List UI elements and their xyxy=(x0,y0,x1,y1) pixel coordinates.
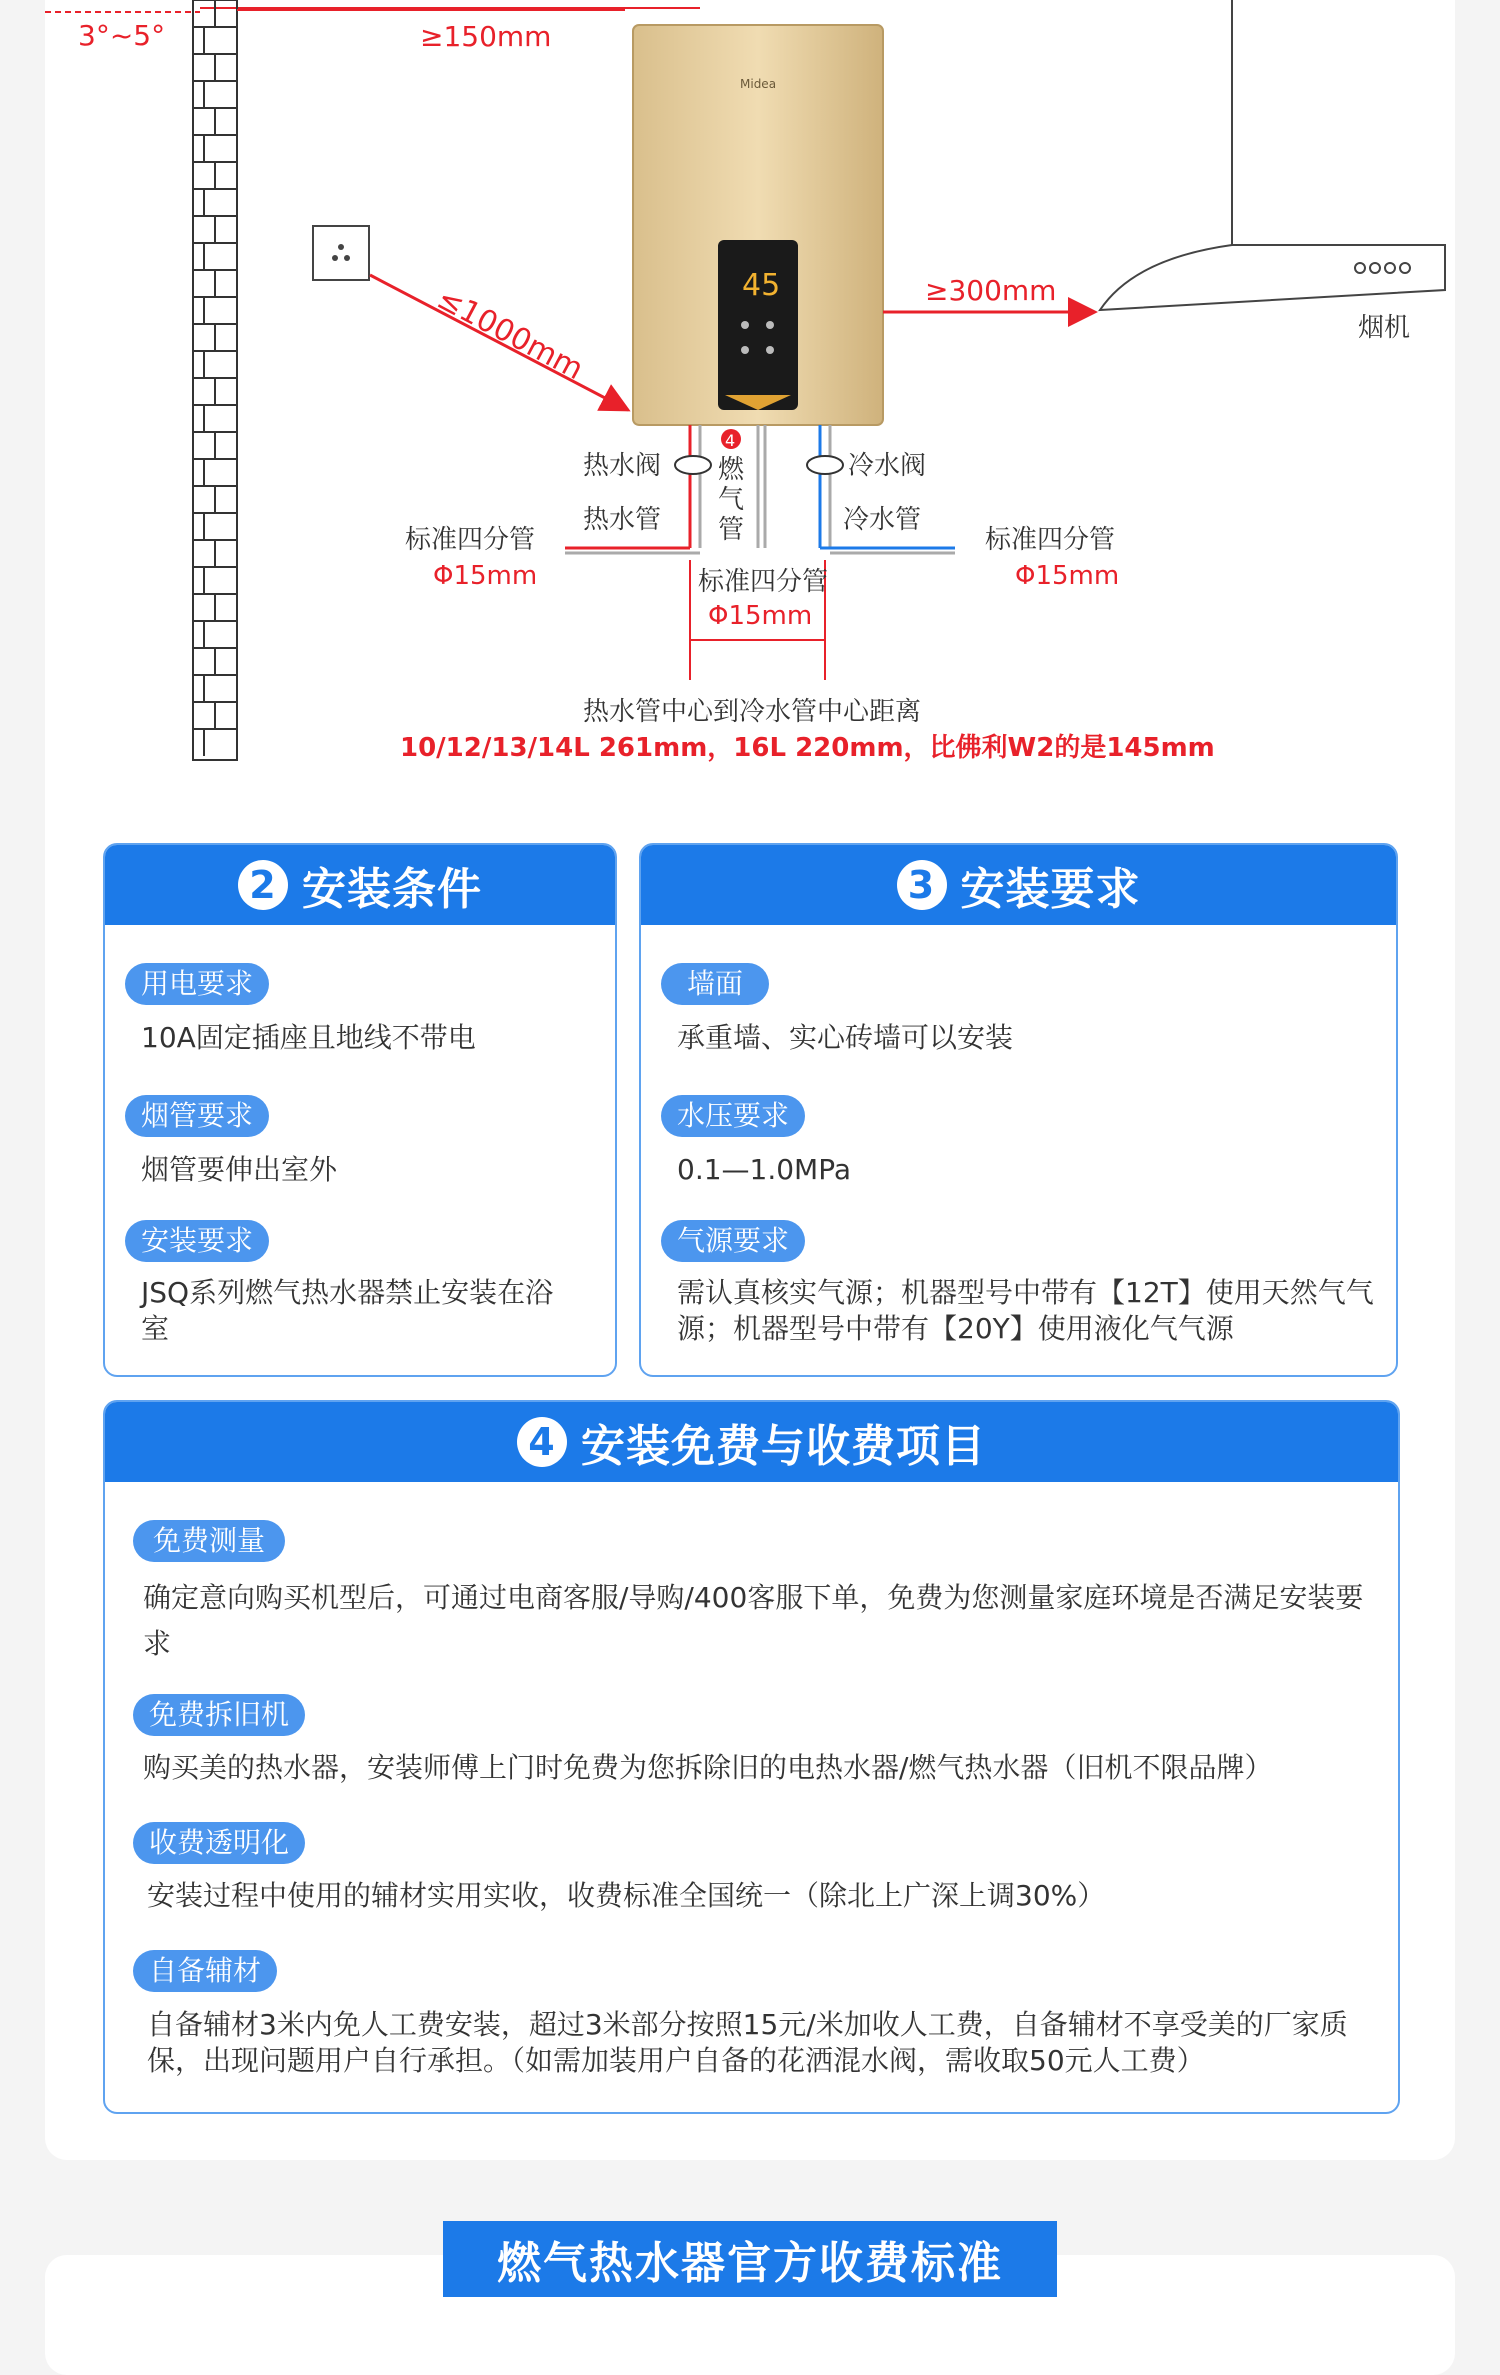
mid-std-label: 标准四分管 xyxy=(698,567,829,597)
panel-title: 安装要求 xyxy=(960,864,1141,915)
tag-gas-source: 气源要求 xyxy=(661,1220,805,1262)
tag-free-removal: 免费拆旧机 xyxy=(133,1694,305,1736)
gas-pipe-char-3: 管 xyxy=(718,515,745,545)
display-temp: 45 xyxy=(742,268,781,303)
gas-pipe-char-1: 燃 xyxy=(718,455,745,485)
range-hood xyxy=(1100,0,1445,310)
angle-label: 3°~5° xyxy=(78,19,166,52)
text-power: 10A固定插座且地线不带电 xyxy=(141,1021,476,1054)
panel-install-conditions xyxy=(103,843,617,1377)
hood-label: 烟机 xyxy=(1358,313,1411,343)
left-std-label: 标准四分管 xyxy=(405,525,536,555)
wall-bricks xyxy=(193,0,237,760)
right-dia-label: Φ15mm xyxy=(1015,561,1120,591)
text-water-pressure: 0.1—1.0MPa xyxy=(677,1153,852,1186)
text-transparent-fees: 安装过程中使用的辅材实用实收，收费标准全国统一（除北上广深上调30%） xyxy=(147,1879,1106,1912)
hot-pipe-label: 热水管 xyxy=(583,505,662,535)
step-number: 4 xyxy=(517,1417,567,1467)
tag-wall: 墙面 xyxy=(661,963,769,1005)
water-heater xyxy=(633,25,883,425)
right-std-label: 标准四分管 xyxy=(985,525,1116,555)
panel-title: 安装免费与收费项目 xyxy=(581,1421,986,1472)
text-flue: 烟管要伸出室外 xyxy=(141,1153,338,1186)
tag-install: 安装要求 xyxy=(125,1220,269,1262)
tag-water-pressure: 水压要求 xyxy=(661,1095,805,1137)
panel-header xyxy=(105,1402,1398,1482)
dist-1000-label: ≤1000mm xyxy=(431,281,589,388)
step-number: 3 xyxy=(897,860,947,910)
text-wall: 承重墙、实心砖墙可以安装 xyxy=(677,1021,1014,1054)
panel-header xyxy=(641,845,1396,925)
dist-150-label: ≥150mm xyxy=(420,20,552,53)
center-distance-caption: 热水管中心到冷水管中心距离 xyxy=(583,697,922,727)
cold-pipe-label: 冷水管 xyxy=(843,505,922,535)
left-dia-label: Φ15mm xyxy=(433,561,538,591)
dist-300-label: ≥300mm xyxy=(925,274,1057,307)
tag-power: 用电要求 xyxy=(125,963,269,1005)
panel-install-requirements xyxy=(639,843,1398,1377)
text-gas-source: 需认真核实气源；机器型号中带有【12T】使用天然气气源；机器型号中带有【20Y】使用液化气气源 xyxy=(677,1276,1374,1345)
panel-title: 安装条件 xyxy=(302,864,482,915)
panel-header xyxy=(105,845,615,925)
text-free-removal: 购买美的热水器，安装师傅上门时免费为您拆除旧的电热水器/燃气热水器（旧机不限品牌） xyxy=(143,1751,1273,1784)
mid-dia-label: Φ15mm xyxy=(708,601,813,631)
hot-valve-label: 热水阀 xyxy=(583,451,662,481)
tag-free-measure: 免费测量 xyxy=(133,1520,285,1562)
tag-flue: 烟管要求 xyxy=(125,1095,269,1137)
cold-valve-label: 冷水阀 xyxy=(848,451,927,481)
text-free-measure: 确定意向购买机型后，可通过电商客服/导购/400客服下单，免费为您测量家庭环境是否满足安装要求 xyxy=(143,1581,1364,1660)
panel-fees xyxy=(103,1400,1400,2114)
step-number: 2 xyxy=(238,860,288,910)
gas-number: 4 xyxy=(725,431,736,450)
tag-transparent-fees: 收费透明化 xyxy=(133,1822,305,1864)
brand-label: Midea xyxy=(740,77,777,91)
socket-icon xyxy=(313,226,369,280)
installation-diagram xyxy=(0,0,1500,790)
section-title-fee-standard: 燃气热水器官方收费标准 xyxy=(443,2221,1057,2297)
text-own-materials: 自备辅材3米内免人工费安装，超过3米部分按照15元/米加收人工费，自备辅材不享受美的厂家质保，出现问题用户自行承担。（如需加装用户自备的花洒混水阀，需收取50元人工费） xyxy=(147,2008,1348,2077)
text-install: JSQ系列燃气热水器禁止安装在浴室 xyxy=(141,1276,554,1345)
gas-pipe-char-2: 气 xyxy=(718,485,745,515)
center-distance-values: 10/12/13/14L 261mm，16L 220mm，比佛利W2的是145mm xyxy=(400,733,1215,763)
tag-own-materials: 自备辅材 xyxy=(133,1950,277,1992)
